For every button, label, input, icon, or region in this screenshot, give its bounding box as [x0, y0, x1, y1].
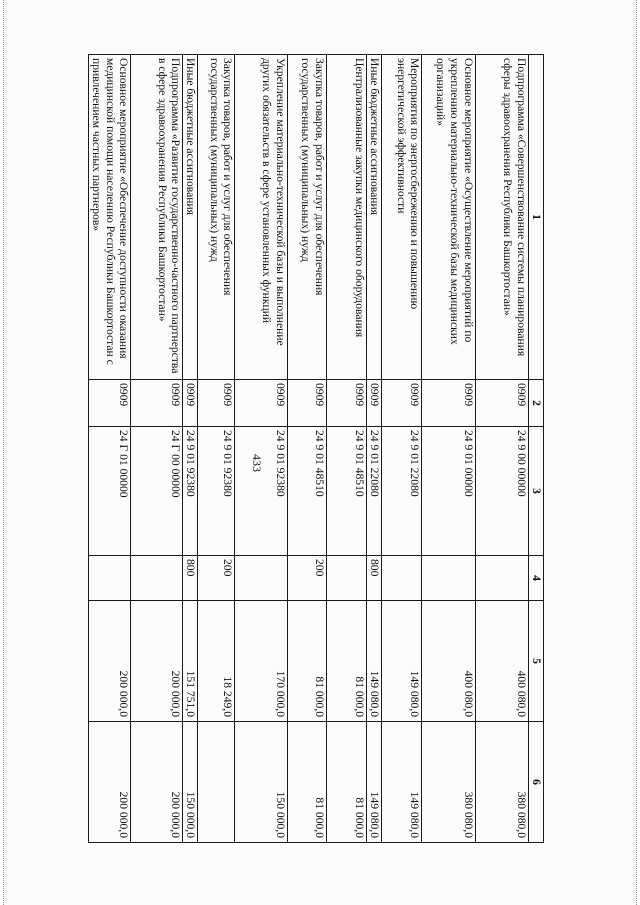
table-row: [367, 55, 382, 843]
target-item-code: 24 9 00 00000: [475, 427, 528, 556]
row-name: Основное мероприятие «Обеспечение доступности оказания медицинской помощи населению Республики Башкортостан с привлечением частных партнеров»: [89, 55, 131, 380]
header-row: [529, 55, 544, 843]
row-name: Закупка товаров, работ и услуг для обеспечения государственных (муниципальных) нужд: [198, 55, 235, 380]
department-code: 0909: [235, 380, 287, 427]
row-name: Укрепление материально-технической базы и выполнение других обязательств в сфере установленных функций: [235, 55, 287, 380]
amount-col-6: 380 080,0: [422, 722, 475, 843]
row-name: Иные бюджетные ассигнования: [183, 55, 198, 380]
amount-col-6: 380 080,0: [475, 722, 528, 843]
department-code: 0909: [89, 380, 131, 427]
amount-col-5: 18 249,0: [198, 601, 235, 722]
amount-col-5: 200 000,0: [89, 601, 131, 722]
amount-col-6: 81 000,0: [287, 722, 326, 843]
amount-col-5: 81 000,0: [287, 601, 326, 722]
amount-col-5: 400 080,0: [475, 601, 528, 722]
column-header-6: 6: [529, 722, 544, 843]
amount-col-6: [198, 722, 235, 843]
expense-type-code: [327, 556, 367, 601]
amount-col-5: 400 080,0: [422, 601, 475, 722]
department-code: 0909: [131, 380, 183, 427]
table-row: [198, 55, 235, 843]
target-item-code: 24 9 01 48510: [327, 427, 367, 556]
department-code: 0909: [475, 380, 528, 427]
target-item-code: 24 9 01 92380: [235, 427, 287, 556]
budget-table-area: [88, 54, 544, 842]
row-name: Иные бюджетные ассигнования: [367, 55, 382, 380]
rotated-table-container: [88, 54, 544, 842]
amount-col-6: 150 000,0: [183, 722, 198, 843]
target-item-code: 24 9 01 00000: [422, 427, 475, 556]
target-item-code: 24 9 01 48510: [287, 427, 326, 556]
row-name: Подпрограмма «Совершенствование системы планирования сферы здравоохранения Республики Башкортостан»: [475, 55, 528, 380]
department-code: 0909: [367, 380, 382, 427]
department-code: 0909: [327, 380, 367, 427]
amount-col-5: 170 000,0: [235, 601, 287, 722]
table-row: [327, 55, 367, 843]
target-item-code: 24 9 01 22080: [382, 427, 422, 556]
expense-type-code: [89, 556, 131, 601]
amount-col-5: 81 000,0: [327, 601, 367, 722]
department-code: 0909: [198, 380, 235, 427]
budget-table: [88, 54, 544, 843]
column-header-1: 1: [529, 55, 544, 380]
target-item-code: 24 9 01 92380: [198, 427, 235, 556]
target-item-code: 24 Г 01 00000: [89, 427, 131, 556]
column-header-5: 5: [529, 601, 544, 722]
amount-col-6: 150 000,0: [235, 722, 287, 843]
column-header-4: 4: [529, 556, 544, 601]
table-row: [287, 55, 326, 843]
expense-type-code: [475, 556, 528, 601]
amount-col-6: 200 000,0: [131, 722, 183, 843]
row-name: Закупка товаров, работ и услуг для обеспечения государственных (муниципальных) нужд: [287, 55, 326, 380]
target-item-code: 24 9 01 92380: [183, 427, 198, 556]
expense-type-code: [382, 556, 422, 601]
table-row: [89, 55, 131, 843]
amount-col-6: 81 000,0: [327, 722, 367, 843]
table-row: [235, 55, 287, 843]
department-code: 0909: [422, 380, 475, 427]
target-item-code: 24 9 01 22080: [367, 427, 382, 556]
table-row: [422, 55, 475, 843]
expense-type-code: [235, 556, 287, 601]
amount-col-5: 149 080,0: [367, 601, 382, 722]
expense-type-code: 800: [367, 556, 382, 601]
page-number: 433: [250, 454, 264, 472]
scan-edge-right: [636, 0, 637, 905]
expense-type-code: [422, 556, 475, 601]
amount-col-6: 149 080,0: [367, 722, 382, 843]
row-name: Централизованные закупки медицинского оборудования: [327, 55, 367, 380]
row-name: Подпрограмма «Развитие государственно-частного партнерства в сфере здравоохранения Республики Башкортостан»: [131, 55, 183, 380]
expense-type-code: 800: [183, 556, 198, 601]
scan-edge-left: [3, 0, 4, 905]
amount-col-6: 149 080,0: [382, 722, 422, 843]
column-header-3: 3: [529, 427, 544, 556]
department-code: 0909: [183, 380, 198, 427]
expense-type-code: 200: [287, 556, 326, 601]
table-row: [131, 55, 183, 843]
target-item-code: 24 Г 00 00000: [131, 427, 183, 556]
amount-col-6: 200 000,0: [89, 722, 131, 843]
expense-type-code: 200: [198, 556, 235, 601]
department-code: 0909: [287, 380, 326, 427]
row-name: Мероприятия по энергосбережению и повышению энергетической эффективности: [382, 55, 422, 380]
amount-col-5: 149 080,0: [382, 601, 422, 722]
column-header-2: 2: [529, 380, 544, 427]
expense-type-code: [131, 556, 183, 601]
row-name: Основное мероприятие «Осуществление мероприятий по укреплению материально-технической базы медицинских организаций»: [422, 55, 475, 380]
amount-col-5: 151 751,0: [183, 601, 198, 722]
department-code: 0909: [382, 380, 422, 427]
amount-col-5: 200 000,0: [131, 601, 183, 722]
table-row: [183, 55, 198, 843]
table-row: [382, 55, 422, 843]
table-row: [475, 55, 528, 843]
